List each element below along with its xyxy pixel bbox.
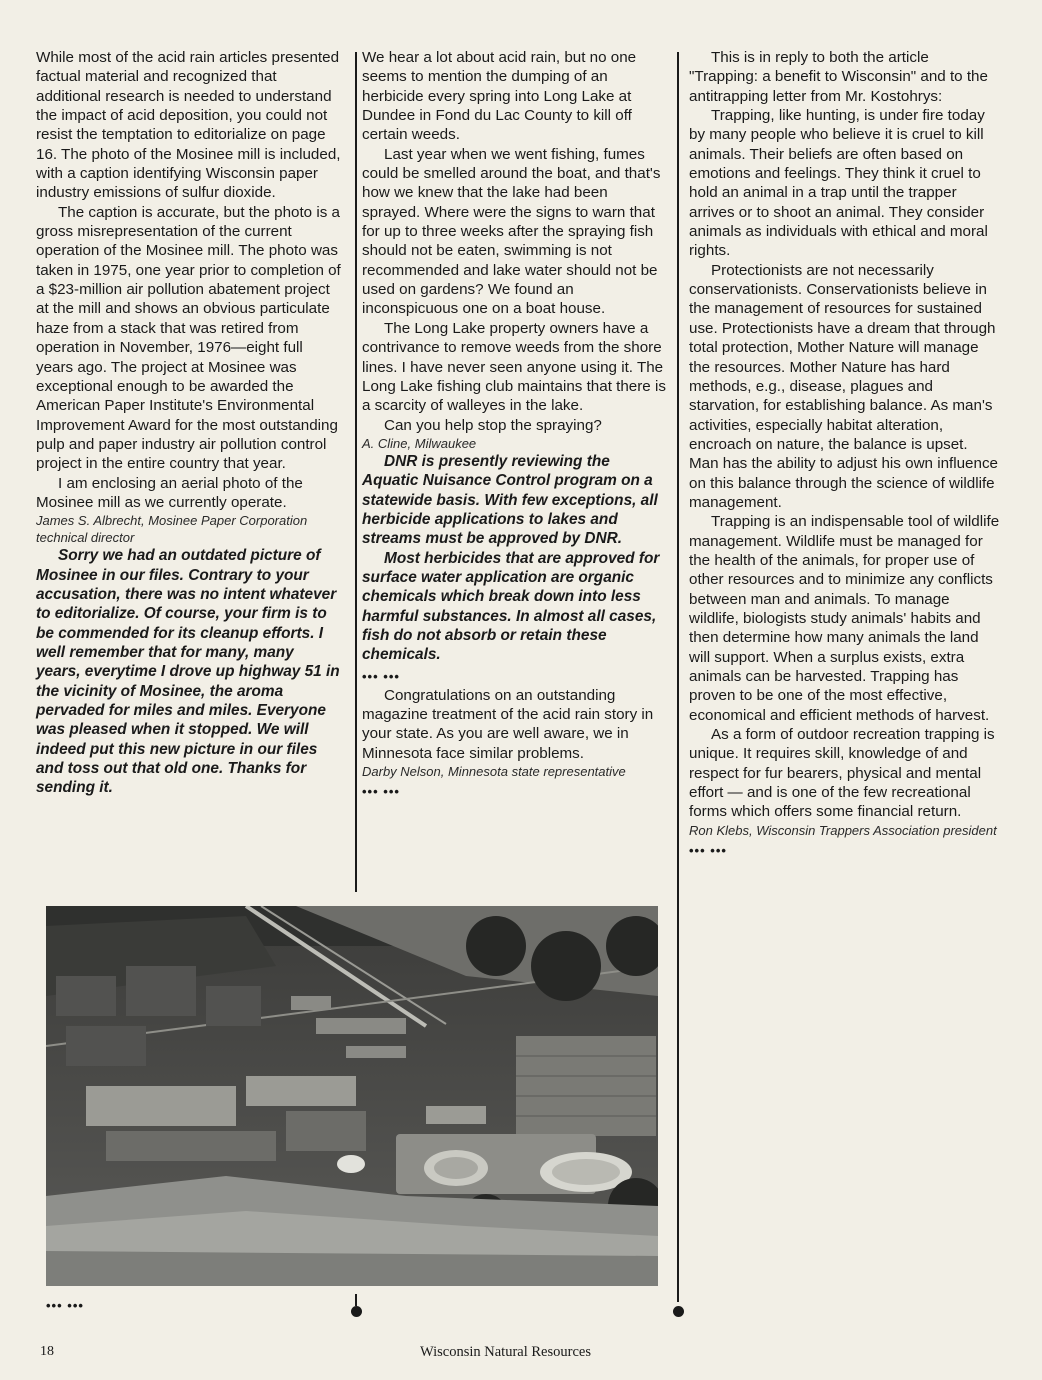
letter-paragraph: Congratulations on an outstanding magazine treatment of the acid rain story in your state. As you are well aware, we in Minnesota face similar problems. <box>362 686 654 762</box>
editor-reply: Sorry we had an outdated picture of Mosinee in our files. Contrary to your accusation, there was no intent whatever to editorialize. Of course, your firm is to be commended for its cleanup efforts. I well remember that for many, many years, everytime I drove up highway 51 in the vicinity of Mosinee, the aroma pervaded for miles and miles. Everyone was pleased when it stopped. We will indeed put this new picture in our files and toss out that old one. Thanks for sending it. <box>36 547 340 797</box>
letter-paragraph: Last year when we went fishing, fumes could be smelled around the boat, and that's how we knew that the lake had been sprayed. Where were the signs to warn that for up to three weeks after the spraying fish should not be eaten, swimming is not recommended and lake water should not be used on gardens? We found an inconspicuous one on a boat house. <box>362 145 661 318</box>
section-separator: ••• ••• <box>46 1298 84 1313</box>
letter-signature: James S. Albrecht, Mosinee Paper Corporation technical director <box>36 513 308 546</box>
letter-paragraph: Trapping is an indispensable tool of wildlife management. Wildlife must be managed for the health of the animals, for proper use of other resources and to minimize any conflicts between man and animals. To manage wildlife, biologists study animals' habits and then determine how many animals the land will support. When a surplus exists, extra animals can be harvested. Trapping has proven to be one of the most effective, economical and efficient methods of harvest. <box>689 513 1000 724</box>
column-rule <box>355 52 357 892</box>
letter-paragraph: The Long Lake property owners have a contrivance to remove weeds from the shore lines. I have never seen anyone using it. The Long Lake fishing club maintains that there is a scarcity of walleyes in the lake. <box>362 319 666 415</box>
letter-signature: Darby Nelson, Minnesota state representative <box>362 764 626 780</box>
section-separator: ••• ••• <box>362 784 400 800</box>
column-1 <box>36 48 342 798</box>
letter-paragraph: This is in reply to both the article "Trapping: a benefit to Wisconsin" and to the antitrapping letter from Mr. Kostohrys: <box>689 49 988 105</box>
column-2 <box>362 48 668 801</box>
column-rule <box>677 52 679 1302</box>
letter-paragraph: Protectionists are not necessarily conservationists. Conservationists believe in the management of resources for sustained use. Protectionists have a dream that through total protection, Mother Nature will manage the resources. Mother Nature has hard methods, e.g., disease, plagues and starvation, for establishing balance. As man's activities, especially habitat alteration, encroach on nature, the balance is upset. Man has the ability to adjust his own influence on this balance through the science of wildlife management. <box>689 261 998 511</box>
letter-paragraph: I am enclosing an aerial photo of the Mosinee mill as we currently operate. <box>36 474 303 511</box>
letter-signature: Ron Klebs, Wisconsin Trappers Association president <box>689 822 997 838</box>
letter-signature: A. Cline, Milwaukee <box>362 435 477 451</box>
editor-reply: Most herbicides that are approved for surface water application are organic chemicals which break down into less harmful substances. In almost all cases, fish do not absorb or retain these chemicals. <box>362 549 660 664</box>
rule-end-dot <box>673 1306 684 1317</box>
letter-paragraph: The caption is accurate, but the photo is a gross misrepresentation of the current operation of the Mosinee mill. The photo was taken in 1975, one year prior to completion of a $23-million air pollution abatement project at the mill and shows an obvious particulate haze from a stack that was retired from operation in November, 1976—eight full years ago. The project at Mosinee was exceptional enough to be awarded the American Paper Institute's Environmental Improvement Award for the most outstanding pulp and paper industry air pollution control project in the entire country that year. <box>36 203 341 473</box>
column-rule <box>355 1294 357 1306</box>
section-separator: ••• ••• <box>362 668 400 684</box>
aerial-mill-photo <box>46 906 658 1286</box>
letter-paragraph: We hear a lot about acid rain, but no one seems to mention the dumping of an herbicide every spring into Long Lake at Dundee in Fond du Lac County to kill off certain weeds. <box>362 49 637 144</box>
letter-paragraph: Trapping, like hunting, is under fire today by many people who believe it is cruel to kill animals. Their beliefs are often based on emotions and feelings. They think it cruel to hold an animal in a trap until the trapper arrives or to shoot an animal. They consider animals as individuals with ethical and moral rights. <box>689 107 988 260</box>
page-number: 18 <box>40 1344 54 1359</box>
letter-paragraph: As a form of outdoor recreation trapping is unique. It requires skill, knowledge of and respect for fur bearers, physical and mental effort — and is one of the few recreational forms which offers some financial return. <box>689 726 995 821</box>
letter-paragraph: While most of the acid rain articles presented factual material and recognized that additional research is needed to understand the impact of acid deposition, you could not resist the temptation to editorialize on page 16. The photo of the Mosinee mill is included, with a caption identifying Wisconsin paper industry emissions of sulfur dioxide. <box>36 49 341 202</box>
column-3 <box>689 48 1001 860</box>
magazine-title: Wisconsin Natural Resources <box>420 1344 591 1360</box>
rule-end-dot <box>351 1306 362 1317</box>
section-separator: ••• ••• <box>689 842 727 858</box>
editor-reply: DNR is presently reviewing the Aquatic Nuisance Control program on a statewide basis. With few exceptions, all herbicide applications to lakes and streams must be approved by DNR. <box>362 452 658 548</box>
letter-paragraph: Can you help stop the spraying? <box>384 416 602 434</box>
